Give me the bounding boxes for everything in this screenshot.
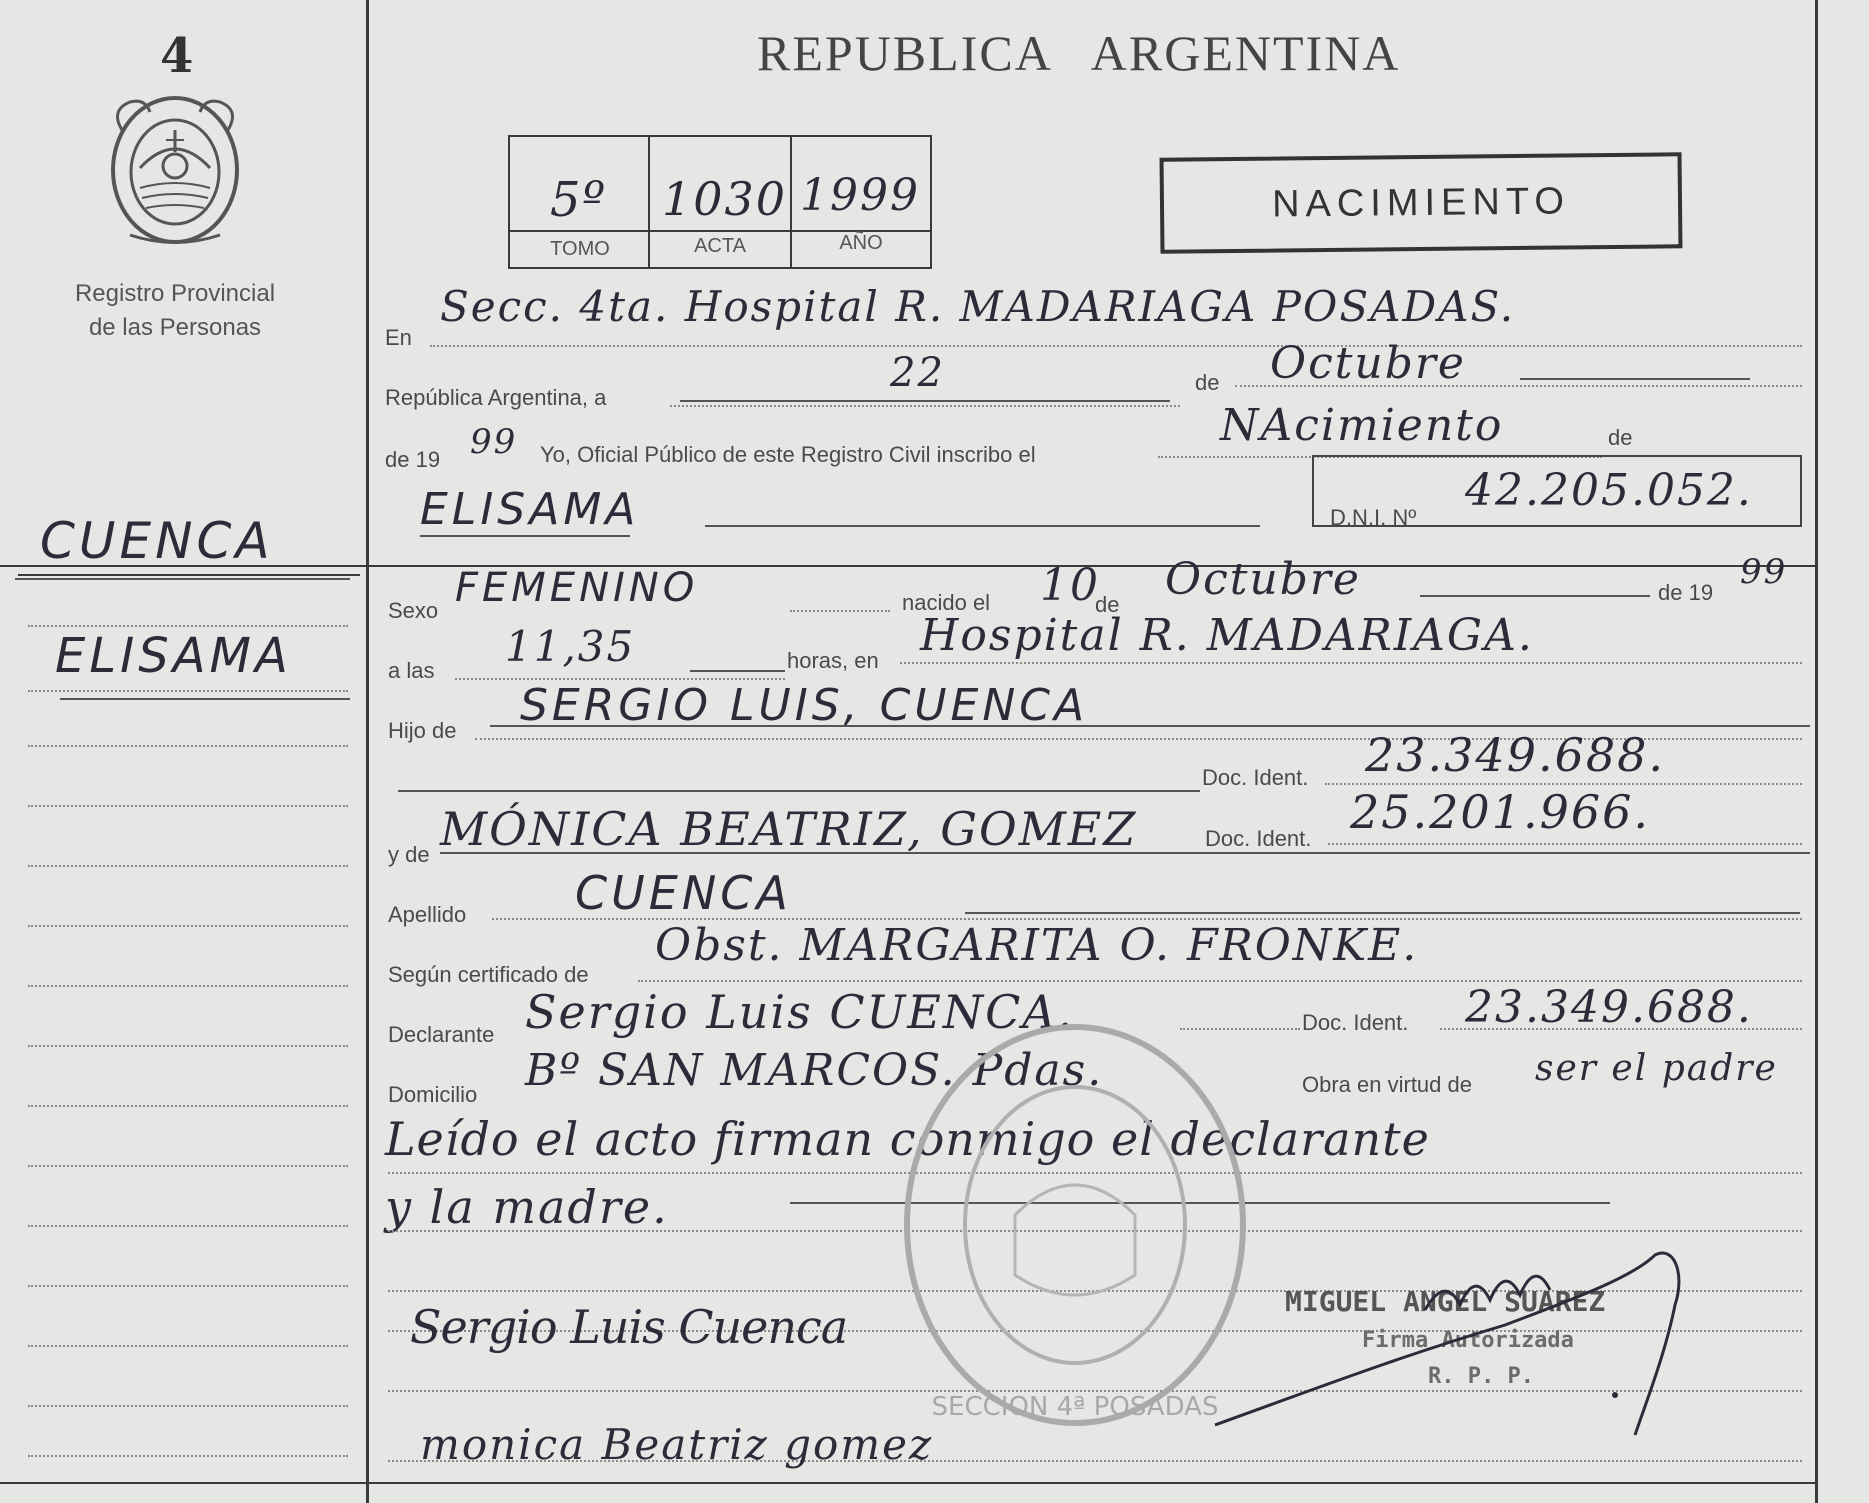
document-type-label: NACIMIENTO [1271, 180, 1571, 226]
de-label-2: de [1608, 425, 1633, 450]
name-value: ELISAMA [420, 484, 640, 535]
dni-label: D.N.I. Nº [1330, 505, 1417, 530]
closing-line-2: y la madre. [385, 1180, 669, 1234]
signature-mother: monica Beatriz gomez [420, 1420, 934, 1469]
father-doc: 23.349.688. [1365, 728, 1665, 782]
hijo-label: Hijo de [388, 718, 457, 743]
alas-label: a las [388, 658, 435, 683]
year-value: 99 [470, 422, 518, 462]
declarante-value: Sergio Luis CUENCA. [525, 985, 1075, 1039]
de-label-3: de [1095, 592, 1120, 617]
republica-label: República Argentina, a [385, 385, 607, 410]
tomo-label: TOMO [550, 238, 610, 260]
apellido-value: CUENCA [575, 866, 792, 920]
tomo-value: 5º [550, 172, 608, 228]
en-label: En [385, 325, 412, 350]
declarante-doc: 23.349.688. [1465, 982, 1753, 1033]
left-column-divider [18, 574, 360, 576]
margin-surname-underline [15, 578, 350, 580]
anio-value: 1999 [800, 170, 920, 221]
closing-line-1: Leído el acto firman conmigo el declarante [385, 1112, 1430, 1166]
de-label: de [1195, 370, 1220, 395]
mother-doc: 25.201.966. [1350, 785, 1650, 839]
provincial-seal-icon [100, 90, 250, 250]
mother-value: MÓNICA BEATRIZ, GOMEZ [440, 802, 1138, 856]
doc-ident-label: Doc. Ident. [1202, 765, 1309, 790]
registry-circular-seal-icon [895, 1015, 1255, 1435]
official-name: MIGUEL ANGEL SUAREZ [1285, 1285, 1606, 1318]
yo-label: Yo, Oficial Público de este Registro Civil inscribo el [540, 442, 1036, 467]
obra-label: Obra en virtud de [1302, 1072, 1472, 1097]
month-value: Octubre [1270, 338, 1466, 389]
doc-ident-label-2: Doc. Ident. [1205, 826, 1312, 851]
segun-label: Según certificado de [388, 962, 589, 987]
official-signature-scrawl-icon [1205, 1215, 1725, 1455]
sexo-label: Sexo [388, 598, 439, 623]
obra-value: ser el padre [1535, 1048, 1778, 1089]
margin-given-name: ELISAMA [55, 628, 292, 684]
horas-label: horas, en [787, 648, 879, 673]
registry-name-line1: Registro Provincial [74, 280, 276, 307]
svg-text:SECCION 4ª POSADAS: SECCION 4ª POSADAS [931, 1392, 1219, 1422]
birth-year: 99 [1740, 552, 1788, 592]
nacido-label: nacido el [902, 590, 991, 615]
official-title: Firma Autorizada [1362, 1328, 1574, 1353]
segun-value: Obst. MARGARITA O. FRONKE. [655, 920, 1419, 971]
document-title: REPUBLICA ARGENTINA [757, 25, 1401, 81]
sexo-value: FEMENINO [455, 565, 699, 611]
apellido-label: Apellido [388, 902, 467, 927]
father-value: SERGIO LUIS, CUENCA [520, 680, 1089, 731]
year-prefix: de 19 [385, 447, 441, 472]
act-value: NAcimiento [1220, 400, 1504, 451]
yde-label: y de [388, 842, 430, 867]
doc-ident-label-3: Doc. Ident. [1302, 1010, 1409, 1035]
en-value: Secc. 4ta. Hospital R. MADARIAGA POSADAS. [440, 282, 1516, 331]
birth-day: 10 [1040, 560, 1100, 611]
margin-surname: CUENCA [40, 512, 274, 570]
acta-value: 1030 [662, 172, 788, 226]
official-office: R. P. P. [1428, 1364, 1534, 1389]
place-value: Hospital R. MADARIAGA. [920, 610, 1534, 661]
signature-father: Sergio Luis Cuenca [410, 1300, 848, 1354]
right-page-border [1815, 0, 1818, 1503]
time-value: 11,35 [505, 622, 636, 671]
day-value: 22 [890, 350, 945, 396]
dni-value: 42.205.052. [1465, 465, 1753, 516]
declarante-label: Declarante [388, 1022, 495, 1047]
birth-month: Octubre [1165, 554, 1361, 605]
bottom-border [0, 1482, 1815, 1484]
document-type-box [1160, 152, 1683, 253]
acta-label: ACTA [694, 235, 746, 257]
de19-label: de 19 [1658, 580, 1714, 605]
page-number: 4 [160, 28, 194, 84]
left-column-border [366, 0, 369, 1503]
margin-given-name-underline [60, 698, 350, 700]
domicilio-value: Bº SAN MARCOS. Pdas. [525, 1045, 1104, 1096]
registry-name-line2: de las Personas [88, 314, 262, 341]
anio-label: AÑO [839, 232, 883, 254]
domicilio-label: Domicilio [388, 1082, 478, 1107]
